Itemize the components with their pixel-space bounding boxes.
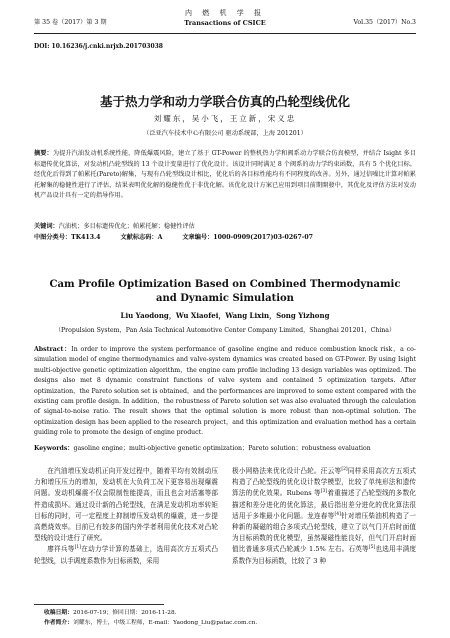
title-en-line2: and Dynamic Simulation xyxy=(156,293,294,304)
document-code: 文献标志码：A xyxy=(120,234,163,241)
title-en-line1: Cam Profile Optimization Based on Combined Thermodynamic xyxy=(49,279,401,290)
citation-ref: [1] xyxy=(74,545,81,551)
body-text: 也选用丰满度系数作为目标函数，比较了 3 种 xyxy=(232,545,417,565)
abstract-en xyxy=(34,345,416,439)
classification-line xyxy=(34,233,416,244)
abstract-en-text: In order to improve the system performance of gasoline engine and reduce combustion knock risk，a co-simulation model of engine thermodynamics and valve-system dynamics was created based on GT-Power. By using Isight multi-objective genetic optimization algorithm，the engine cam profile including 13 design variables was optimized. The designs also met 8 dynamic constraint functions of valve system and contained 5 optimization targets. After optimization，the Pareto solution set is obtained，and the performances are improved to some extent compared with the existing cam profile design. In addition，the robustness of Pareto solution set was also evaluated through the calculation of signal-to-noise ratio. The result shows that the optimal solution is more robust than non-optimal solution. The optimization design has been applied to the research project，and this optimization and evaluation method has a certain guiding role to promote the design of engine product. xyxy=(34,346,416,437)
body-column-right xyxy=(232,466,416,567)
keywords-cn xyxy=(34,222,416,233)
authors-en: Liu Yaodong，Wu Xiaofei，Wang Lixin，Song Yizhong xyxy=(120,311,330,320)
body-text: 针对增压柴油机构造了一种新的凝磁的组合多项式凸轮型线，建立了以气门开启时面值为目标函数的优化模型，虽然凝磁性能良好，但气门开启时面值比普通多项式凸轮减少 1.5% 左右。石英等 xyxy=(232,511,417,554)
keywords-en xyxy=(34,444,416,455)
body-text: 同样采用高次方五项式构造了凸轮型线的优化设计数学模型，比较了单纯形法和遗传算法的优化效果。Rubens 等 xyxy=(232,467,417,498)
clc-number: 中图分类号：TK413.4 xyxy=(34,234,101,241)
keywords-en-text: gasoline engine；multi-objective genetic optimization；Pareto solution；robustness evaluation xyxy=(73,445,371,452)
doi-line: DOI: 10.16236/j.cnki.nrjxb.201703038 xyxy=(34,43,163,50)
footnote-author-label: 作者简介： xyxy=(44,620,73,626)
keywords-cn-text: 汽油机；多目标遗传优化；帕累托解；稳健性评估 xyxy=(58,223,195,230)
footnote-received xyxy=(44,607,176,616)
body-text: 着重描述了凸轮型线的多数化描述和差分进化的优化算法，最后指出差分进化的优化算法很适用于多维最小化问题。龙连春等 xyxy=(232,489,416,520)
body-paragraph xyxy=(232,466,416,567)
citation-ref: [2] xyxy=(341,466,348,472)
abstract-cn-text: 为提升汽油发动机系统性能、降低爆震风险，建立了基于 GT-Power 的整机热力学和阀系动力学联合仿真模型，并结合 Isight 多目标遗传优化算法，对发动机凸轮型线的 13 个设计变量进行了优化设计。该设计同时满足 8 个阀系的动力学约束函数，具有 5 个优化目标。经优化后得到了帕累托(Pareto)解集，与现有凸轮型线设计相比，优化后的各目标性能均有不同程度的改善。另外，通过信噪比计算对帕累托解集的稳健性进行了评估，结果表明优化解的稳健性优于非优化解。该优化设计方案已应用到项目前期開發中，其优化及评估方法对发动机产品设计具有一定的指导作用。 xyxy=(34,150,417,200)
title-en xyxy=(34,278,416,306)
keywords-cn-label: 关键词： xyxy=(34,223,59,230)
citation-ref: [3] xyxy=(320,489,328,495)
header-rule xyxy=(34,33,416,34)
footnote-rule xyxy=(34,604,164,605)
footnote-author-text: 刘耀东，博士，中级工程师，E-mail：Yaodong_Liu@patac.com.cn. xyxy=(73,620,258,626)
authors-cn: 刘耀东，吴小飞，王立新，宋义忠 xyxy=(153,114,297,123)
keywords-en-label: Keywords： xyxy=(34,445,74,452)
citation-ref: [5] xyxy=(368,545,376,551)
article-number: 文章编号：1000-0909(2017)03-0267-07 xyxy=(182,234,313,241)
body-text: 在动力学计算的基础上，选用高次方五项式凸轮型线，以手调度系数作为目标函数，采用 xyxy=(34,545,218,565)
journal-name-cn: 内 燃 机 学 报 xyxy=(185,9,265,17)
footnote-author xyxy=(44,617,257,626)
body-column-left xyxy=(34,466,218,567)
abstract-en-label: Abstract： xyxy=(34,346,72,353)
footnote-received-text: 2016-07-19；修回日期：2016-11-28. xyxy=(73,610,177,616)
body-text: 廖祥兵等 xyxy=(47,545,75,554)
body-paragraph xyxy=(34,544,218,566)
affiliation-en: （Propulsion System，Pan Asia Technical Automotive Center Company Limited，Shanghai 201201，China） xyxy=(54,327,396,334)
affiliation-cn: （泛亚汽车技术中心有限公司 驱动系统部，上海 201201） xyxy=(143,130,307,137)
citation-ref: [4] xyxy=(334,511,341,517)
journal-name-en: Transactions of CSICE xyxy=(184,19,266,27)
abstract-cn xyxy=(34,149,416,202)
header-volume-cn: 第 35 卷（2017）第 3 期 xyxy=(34,19,107,26)
footnote-received-label: 收稿日期： xyxy=(44,610,73,616)
abstract-cn-label: 摘要： xyxy=(34,150,53,157)
header-volume-en: Vol.35（2017）No.3 xyxy=(353,19,416,26)
body-paragraph: 在汽油增压发动机正向开发过程中，随着平均有效制动压力和增压压力的增加，发动机在大负荷工况下更容易出现爆震问题。发动机爆震不仅会限制性能提高，而且也会对活塞等部件造成损坏。通过设计新的凸轮型线，在满足发动机功率转矩目标的同时，可一定程度上抑制增压发动机的爆震，进一步提高燃烧效率。目前已有较多的国内外学者利用优化技术对凸轮型线的设计进行了研究。 xyxy=(34,467,218,543)
title-cn: 基于热力学和动力学联合仿真的凸轮型线优化 xyxy=(99,94,350,109)
body-text: 极小网格法来优化设计凸轮。汪云等 xyxy=(232,467,342,475)
running-header xyxy=(34,6,416,32)
